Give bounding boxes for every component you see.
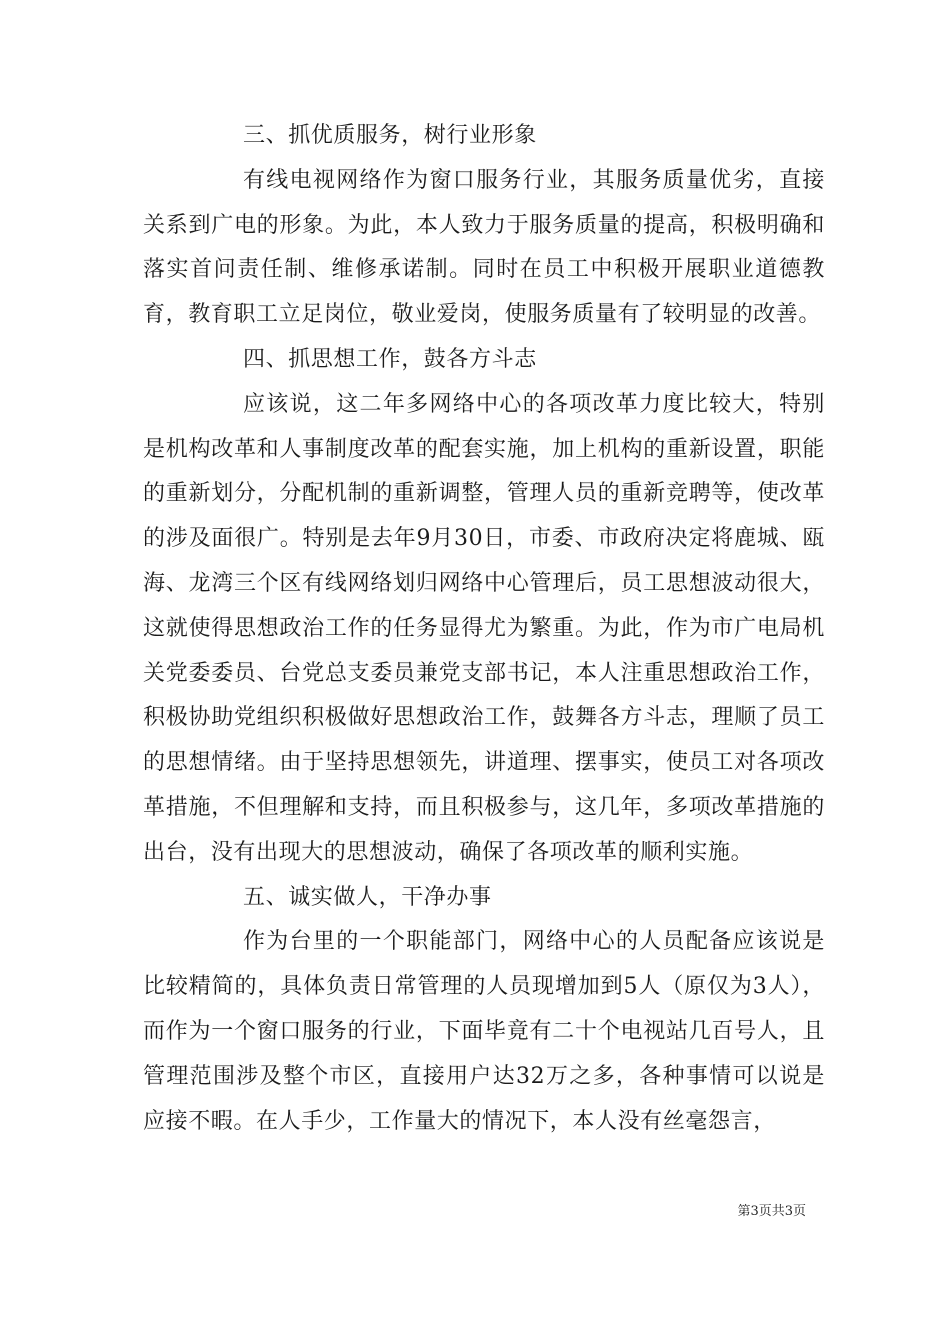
section-heading-3: 三、抓优质服务，树行业形象 [243, 123, 537, 148]
section-heading-5: 五、诚实做人，干净办事 [243, 884, 492, 910]
document-body [143, 114, 825, 1144]
page-number-footer: 第3页共3页 [737, 1204, 806, 1219]
section-paragraph-4: 应该说，这二年多网络中心的各项改革力度比较大，特别是机构改革和人事制度改革的配套实施，加上机构的重新设置，职能的重新划分，分配机制的重新调整，管理人员的重新竞聘等，使改革的涉及面很广。特别是去年9月30日，市委、市政府决定将鹿城、瓯海、龙湾三个区有线网络划归网络中心管理后，员工思想波动很大，这就使得思想政治工作的任务显得尤为繁重。为此，作为市广电局机关党委委员、台党总支委员兼党支部书记，本人注重思想政治工作，积极协助党组织积极做好思想政治工作，鼓舞各方斗志，理顺了员工的思想情绪。由于坚持思想领先，讲道理、摆事实，使员工对各项改革措施，不但理解和支持，而且积极参与，这几年，多项改革措施的出台，没有出现大的思想波动，确保了各项改革的顺利实施。 [143, 391, 825, 865]
section-paragraph-5: 作为台里的一个职能部门，网络中心的人员配备应该说是比较精简的，具体负责日常管理的人员现增加到5人（原仅为3人），而作为一个窗口服务的行业，下面毕竟有二十个电视站几百号人，且管理范围涉及整个市区，直接用户达32万之多，各种事情可以说是应接不暇。在人手少，工作量大的情况下，本人没有丝毫怨言， [143, 929, 825, 1134]
section-paragraph-3: 有线电视网络作为窗口服务行业，其服务质量优劣，直接关系到广电的形象。为此，本人致力于服务质量的提高，积极明确和落实首问责任制、维修承诺制。同时在员工中积极开展职业道德教育，教育职工立足岗位，敬业爱岗，使服务质量有了较明显的改善。 [143, 167, 825, 328]
section-heading-4: 四、抓思想工作，鼓各方斗志 [243, 346, 537, 372]
